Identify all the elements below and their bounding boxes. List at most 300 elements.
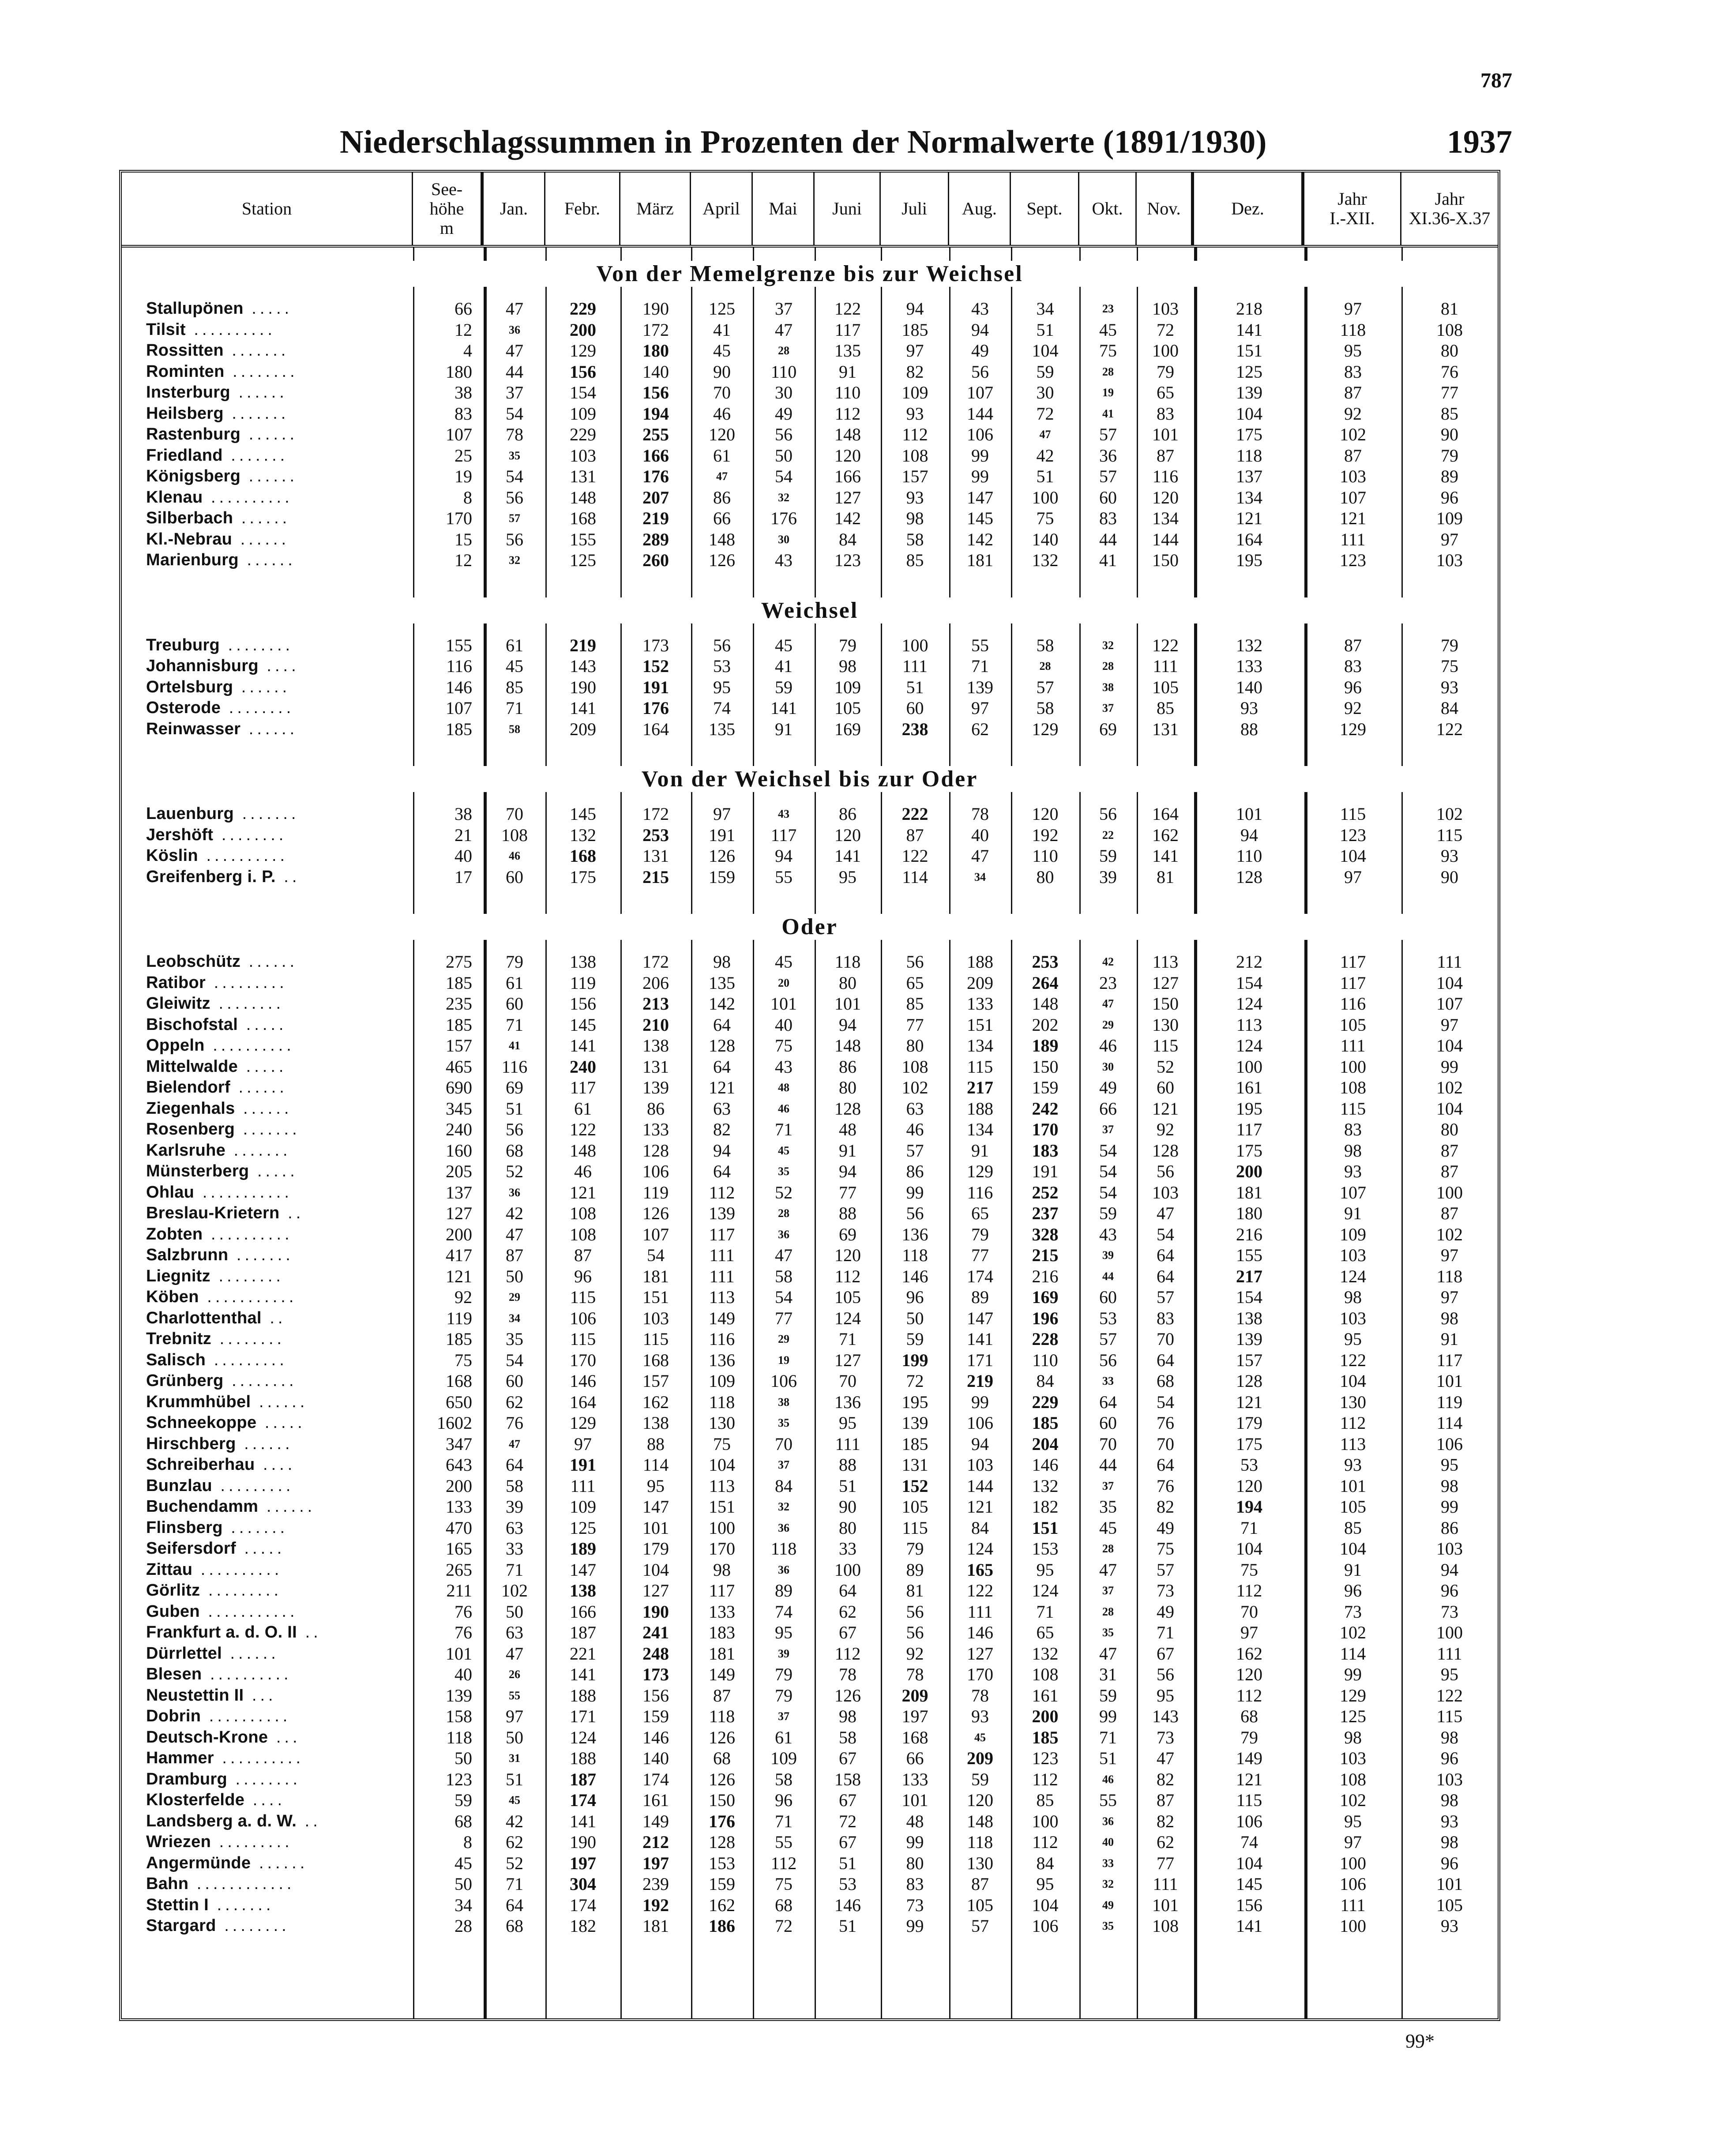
percent-value: 100 [1032, 487, 1059, 507]
percent-value: 37 [1102, 1584, 1114, 1597]
percent-value: 64 [506, 1455, 523, 1475]
station-name [146, 825, 406, 846]
percent-value: 99 [1441, 1056, 1458, 1077]
station-label: Neustettin II [146, 1686, 244, 1705]
percent-value: 120 [834, 445, 861, 466]
percent-value: 85 [1441, 403, 1458, 424]
leader-dots: ... [268, 1728, 301, 1747]
station-name [146, 1266, 406, 1287]
percent-value: 72 [906, 1371, 924, 1391]
percent-value: 109 [709, 1371, 735, 1391]
percent-value: 56 [906, 1623, 924, 1642]
percent-value: 80 [839, 1078, 856, 1097]
percent-value: 90 [839, 1497, 856, 1517]
percent-value: 120 [1236, 1664, 1262, 1684]
station-name [146, 1895, 406, 1916]
percent-value: 50 [506, 1727, 523, 1747]
percent-value: 104 [1032, 341, 1059, 361]
percent-value: 161 [1032, 1685, 1059, 1705]
percent-value: 86 [839, 1056, 856, 1077]
percent-value: 129 [570, 1413, 596, 1433]
percent-value: 191 [1032, 1161, 1059, 1181]
station-label: Blesen [146, 1665, 202, 1683]
percent-value: 147 [570, 1559, 596, 1580]
header-station: Station [122, 173, 413, 245]
percent-value: 76 [506, 1413, 523, 1433]
station-name [146, 487, 406, 508]
percent-value: 31 [1099, 1664, 1117, 1684]
percent-value: 98 [1344, 1727, 1362, 1747]
percent-value: 104 [642, 1559, 669, 1580]
percent-value: 62 [971, 719, 989, 739]
station-name [146, 1245, 406, 1266]
percent-value: 138 [1236, 1308, 1262, 1328]
percent-value: 46 [1102, 1773, 1114, 1786]
altitude-value: 66 [455, 299, 472, 319]
percent-value: 56 [1157, 1161, 1174, 1181]
percent-value: 194 [642, 403, 669, 424]
percent-value: 197 [902, 1706, 928, 1726]
percent-value: 71 [1240, 1517, 1258, 1538]
leader-dots: ........ [216, 1916, 290, 1935]
percent-value: 138 [642, 1413, 669, 1433]
leader-dots: ........ [221, 699, 295, 717]
percent-value: 210 [642, 1014, 669, 1035]
percent-value: 45 [1099, 319, 1117, 340]
altitude-value: 165 [446, 1539, 472, 1559]
percent-value: 107 [1340, 1182, 1366, 1202]
section-title-text: Von der Weichsel bis zur Oder [633, 766, 987, 792]
percent-value: 91 [839, 361, 856, 382]
altitude-value: 76 [455, 1601, 472, 1622]
percent-value: 60 [506, 1371, 523, 1391]
percent-value: 221 [570, 1643, 596, 1664]
leader-dots: ....... [225, 1141, 291, 1160]
station-name [146, 677, 406, 698]
percent-value: 97 [1344, 867, 1362, 887]
percent-value: 148 [570, 1140, 596, 1161]
station-label: Leobschütz [146, 952, 241, 971]
percent-value: 47 [1102, 997, 1114, 1010]
station-label: Treuburg [146, 635, 220, 654]
percent-value: 91 [775, 719, 793, 739]
percent-value: 109 [570, 1497, 596, 1517]
table-row [122, 993, 1498, 1014]
station-label: Dürrlettel [146, 1644, 222, 1663]
percent-value: 79 [506, 952, 523, 972]
table-row [122, 1434, 1498, 1455]
percent-value: 42 [506, 1203, 523, 1223]
percent-value: 95 [1344, 1329, 1362, 1349]
percent-value: 146 [967, 1623, 993, 1642]
table-row [122, 1643, 1498, 1664]
percent-value: 102 [1340, 1790, 1366, 1810]
leader-dots: ............ [188, 1874, 295, 1893]
leader-dots: ..... [243, 299, 293, 318]
percent-value: 55 [1099, 1790, 1117, 1810]
table-row [122, 319, 1498, 341]
percent-value: 139 [1236, 383, 1262, 402]
percent-value: 188 [967, 952, 993, 972]
percent-value: 56 [906, 1203, 924, 1223]
percent-value: 289 [642, 529, 669, 549]
table-row [122, 550, 1498, 571]
percent-value: 65 [971, 1203, 989, 1223]
station-name [146, 1580, 406, 1601]
station-label: Bahn [146, 1874, 189, 1893]
station-name [146, 1350, 406, 1371]
percent-value: 36 [509, 323, 520, 336]
station-label: Charlottenthal [146, 1308, 262, 1327]
percent-value: 93 [1344, 1161, 1362, 1181]
station-label: Hirschberg [146, 1434, 236, 1453]
percent-value: 101 [902, 1790, 928, 1810]
percent-value: 54 [506, 466, 523, 486]
percent-value: 72 [839, 1811, 856, 1831]
percent-value: 124 [570, 1727, 596, 1747]
percent-value: 148 [1032, 994, 1059, 1014]
percent-value: 93 [906, 487, 924, 507]
leader-dots: ..... [238, 1057, 287, 1076]
percent-value: 148 [570, 487, 596, 507]
percent-value: 111 [709, 1266, 735, 1286]
percent-value: 106 [770, 1371, 797, 1391]
station-name [146, 1790, 406, 1811]
percent-value: 228 [1032, 1329, 1059, 1349]
altitude-value: 185 [446, 1329, 472, 1349]
altitude-value: 34 [455, 1895, 472, 1915]
percent-value: 73 [906, 1895, 924, 1915]
station-name [146, 1035, 406, 1056]
percent-value: 96 [906, 1287, 924, 1307]
percent-value: 92 [1344, 698, 1362, 718]
percent-value: 97 [713, 804, 731, 824]
leader-dots: ...... [240, 952, 298, 971]
table-header [122, 173, 1498, 248]
percent-value: 116 [1152, 466, 1179, 486]
percent-value: 118 [1236, 445, 1262, 466]
percent-value: 78 [906, 1664, 924, 1684]
percent-value: 142 [709, 994, 735, 1014]
percent-value: 88 [647, 1434, 665, 1454]
percent-value: 82 [1157, 1497, 1174, 1517]
percent-value: 219 [570, 635, 596, 655]
station-label: Gleiwitz [146, 994, 210, 1013]
percent-value: 119 [570, 973, 596, 993]
percent-value: 103 [1152, 299, 1179, 319]
percent-value: 95 [1157, 1685, 1174, 1705]
station-name [146, 550, 406, 571]
percent-value: 115 [1236, 1790, 1262, 1810]
percent-value: 95 [839, 1413, 856, 1433]
percent-value: 29 [778, 1333, 789, 1345]
percent-value: 37 [1102, 1479, 1114, 1492]
percent-value: 229 [570, 299, 596, 319]
percent-value: 47 [506, 341, 523, 361]
percent-value: 54 [775, 466, 793, 486]
percent-value: 51 [906, 677, 924, 697]
leader-dots: .... [244, 1791, 286, 1809]
percent-value: 122 [1340, 1350, 1366, 1370]
station-name [146, 1077, 406, 1098]
percent-value: 45 [775, 952, 793, 972]
leader-dots: ....... [209, 1895, 274, 1914]
percent-value: 87 [506, 1245, 523, 1265]
percent-value: 141 [570, 1811, 596, 1831]
percent-value: 130 [1340, 1392, 1366, 1412]
table-row [122, 298, 1498, 319]
station-label: Schneekoppe [146, 1413, 257, 1432]
percent-value: 86 [1441, 1517, 1458, 1538]
percent-value: 125 [1340, 1706, 1366, 1726]
altitude-value: 40 [455, 1664, 472, 1684]
station-label: Lauenburg [146, 804, 234, 823]
percent-value: 78 [971, 804, 989, 824]
station-label: Schreiberhau [146, 1455, 255, 1474]
percent-value: 87 [1344, 383, 1362, 402]
percent-value: 126 [642, 1203, 669, 1223]
percent-value: 66 [1099, 1098, 1117, 1119]
percent-value: 85 [1157, 698, 1174, 718]
percent-value: 32 [509, 554, 520, 567]
percent-value: 144 [967, 403, 993, 424]
station-name [146, 1496, 406, 1517]
table-row [122, 1161, 1498, 1182]
percent-value: 67 [839, 1790, 856, 1810]
percent-value: 96 [1344, 677, 1362, 697]
percent-value: 212 [642, 1832, 669, 1852]
percent-value: 138 [642, 1036, 669, 1055]
percent-value: 174 [642, 1769, 669, 1789]
percent-value: 100 [709, 1517, 735, 1538]
percent-value: 57 [1099, 1329, 1117, 1349]
table-row [122, 1119, 1498, 1140]
percent-value: 60 [1099, 1413, 1117, 1433]
table-row [122, 1245, 1498, 1266]
altitude-value: 650 [446, 1392, 472, 1412]
altitude-value: 155 [446, 635, 472, 655]
percent-value: 132 [1032, 550, 1059, 570]
percent-value: 200 [1236, 1161, 1262, 1181]
percent-value: 80 [839, 1517, 856, 1538]
percent-value: 141 [1152, 846, 1179, 866]
percent-value: 136 [902, 1224, 928, 1244]
percent-value: 151 [709, 1497, 735, 1517]
percent-value: 264 [1032, 973, 1059, 993]
station-name [146, 1874, 406, 1895]
leader-dots: ....... [223, 404, 289, 423]
percent-value: 112 [770, 1853, 797, 1873]
station-name [146, 1916, 406, 1937]
percent-value: 54 [647, 1245, 665, 1265]
leader-dots: .......... [214, 1749, 304, 1767]
percent-value: 89 [1441, 466, 1458, 486]
percent-value: 84 [1441, 698, 1458, 718]
percent-value: 58 [506, 1476, 523, 1496]
percent-value: 82 [713, 1119, 731, 1139]
percent-value: 71 [1099, 1727, 1117, 1747]
percent-value: 58 [906, 529, 924, 549]
percent-value: 115 [1436, 1706, 1463, 1726]
percent-value: 185 [1032, 1727, 1059, 1747]
percent-value: 188 [967, 1098, 993, 1119]
percent-value: 140 [642, 361, 669, 382]
percent-value: 68 [506, 1140, 523, 1161]
percent-value: 111 [1437, 1643, 1462, 1664]
percent-value: 101 [770, 994, 797, 1014]
percent-value: 98 [1344, 1287, 1362, 1307]
percent-value: 99 [971, 445, 989, 466]
altitude-value: 38 [455, 804, 472, 824]
station-label: Kl.-Nebrau [146, 530, 233, 548]
percent-value: 55 [775, 1832, 793, 1852]
percent-value: 86 [906, 1161, 924, 1181]
percent-value: 141 [1236, 1916, 1262, 1936]
percent-value: 62 [506, 1832, 523, 1852]
table-row [122, 487, 1498, 508]
altitude-value: 211 [446, 1581, 472, 1600]
percent-value: 117 [1340, 973, 1366, 993]
percent-value: 47 [1039, 428, 1051, 441]
percent-value: 83 [1344, 1119, 1362, 1139]
percent-value: 78 [506, 424, 523, 444]
station-name [146, 1832, 406, 1853]
table-row [122, 1874, 1498, 1895]
percent-value: 108 [902, 445, 928, 466]
percent-value: 75 [775, 1036, 793, 1055]
percent-value: 83 [1157, 403, 1174, 424]
percent-value: 115 [642, 1329, 669, 1349]
percent-value: 77 [906, 1014, 924, 1035]
percent-value: 60 [1099, 487, 1117, 507]
percent-value: 115 [570, 1287, 596, 1307]
percent-value: 123 [1340, 825, 1366, 845]
percent-value: 75 [1036, 508, 1054, 528]
percent-value: 200 [570, 319, 596, 340]
percent-value: 170 [570, 1350, 596, 1370]
percent-value: 65 [1157, 383, 1174, 402]
leader-dots: .......... [203, 1224, 293, 1243]
percent-value: 181 [967, 550, 993, 570]
table-row [122, 1454, 1498, 1476]
percent-value: 144 [967, 1476, 993, 1496]
header-month-oct: Okt. [1079, 173, 1137, 245]
altitude-value: 185 [446, 973, 472, 993]
percent-value: 97 [906, 341, 924, 361]
percent-value: 172 [642, 804, 669, 824]
percent-value: 102 [1436, 1078, 1463, 1097]
percent-value: 117 [570, 1078, 596, 1097]
station-label: Deutsch-Krone [146, 1728, 268, 1747]
station-name [146, 1182, 406, 1203]
percent-value: 122 [902, 846, 928, 866]
percent-value: 51 [839, 1916, 856, 1936]
percent-value: 51 [839, 1476, 856, 1496]
percent-value: 172 [642, 952, 669, 972]
percent-value: 138 [570, 952, 596, 972]
table-row [122, 1916, 1498, 1937]
percent-value: 59 [1099, 1203, 1117, 1223]
percent-value: 173 [642, 635, 669, 655]
percent-value: 103 [642, 1308, 669, 1328]
percent-value: 57 [1099, 424, 1117, 444]
percent-value: 51 [1099, 1748, 1117, 1768]
percent-value: 98 [1441, 1790, 1458, 1810]
percent-value: 174 [967, 1266, 993, 1286]
percent-value: 164 [570, 1392, 596, 1412]
percent-value: 77 [1157, 1853, 1174, 1873]
percent-value: 190 [570, 1832, 596, 1852]
percent-value: 103 [967, 1455, 993, 1475]
percent-value: 209 [967, 1748, 993, 1768]
percent-value: 200 [1032, 1706, 1059, 1726]
percent-value: 71 [971, 656, 989, 676]
station-label: Ohlau [146, 1183, 195, 1202]
percent-value: 95 [1441, 1455, 1458, 1475]
percent-value: 75 [1240, 1559, 1258, 1580]
percent-value: 112 [1236, 1581, 1262, 1600]
percent-value: 35 [1102, 1919, 1114, 1932]
percent-value: 105 [834, 1287, 861, 1307]
percent-value: 120 [834, 1245, 861, 1265]
percent-value: 140 [642, 1748, 669, 1768]
percent-value: 185 [1032, 1413, 1059, 1433]
percent-value: 117 [1236, 1119, 1262, 1139]
percent-value: 127 [967, 1643, 993, 1664]
leader-dots: .. [261, 1308, 286, 1327]
percent-value: 157 [902, 466, 928, 486]
percent-value: 190 [642, 299, 669, 319]
station-label: Dramburg [146, 1769, 227, 1788]
station-label: Hammer [146, 1749, 214, 1767]
percent-value: 84 [1036, 1853, 1054, 1873]
station-name [146, 804, 406, 825]
percent-value: 20 [778, 976, 789, 989]
percent-value: 96 [1441, 1853, 1458, 1873]
percent-value: 110 [1236, 846, 1262, 866]
percent-value: 33 [1102, 1856, 1114, 1870]
percent-value: 164 [1236, 529, 1262, 549]
percent-value: 111 [709, 1245, 735, 1265]
percent-value: 79 [906, 1539, 924, 1559]
percent-value: 81 [1441, 299, 1458, 319]
percent-value: 92 [1157, 1119, 1174, 1139]
percent-value: 47 [1157, 1203, 1174, 1223]
percent-value: 98 [713, 1559, 731, 1580]
table-row [122, 424, 1498, 445]
station-name [146, 1643, 406, 1664]
percent-value: 44 [1102, 1270, 1114, 1283]
station-name [146, 340, 406, 361]
leader-dots: ..... [256, 1413, 306, 1432]
percent-value: 56 [906, 952, 924, 972]
percent-value: 164 [1152, 804, 1179, 824]
percent-value: 113 [1236, 1014, 1262, 1035]
percent-value: 47 [506, 1643, 523, 1664]
altitude-value: 21 [455, 825, 472, 845]
percent-value: 117 [1436, 1350, 1463, 1370]
percent-value: 101 [1436, 1874, 1463, 1894]
station-label: Heilsberg [146, 404, 224, 423]
percent-value: 87 [1441, 1140, 1458, 1161]
percent-value: 104 [1340, 1539, 1366, 1559]
percent-value: 56 [1099, 804, 1117, 824]
percent-value: 85 [506, 677, 523, 697]
percent-value: 77 [971, 1245, 989, 1265]
percent-value: 57 [906, 1140, 924, 1161]
leader-dots: ...... [230, 383, 288, 402]
percent-value: 120 [709, 424, 735, 444]
